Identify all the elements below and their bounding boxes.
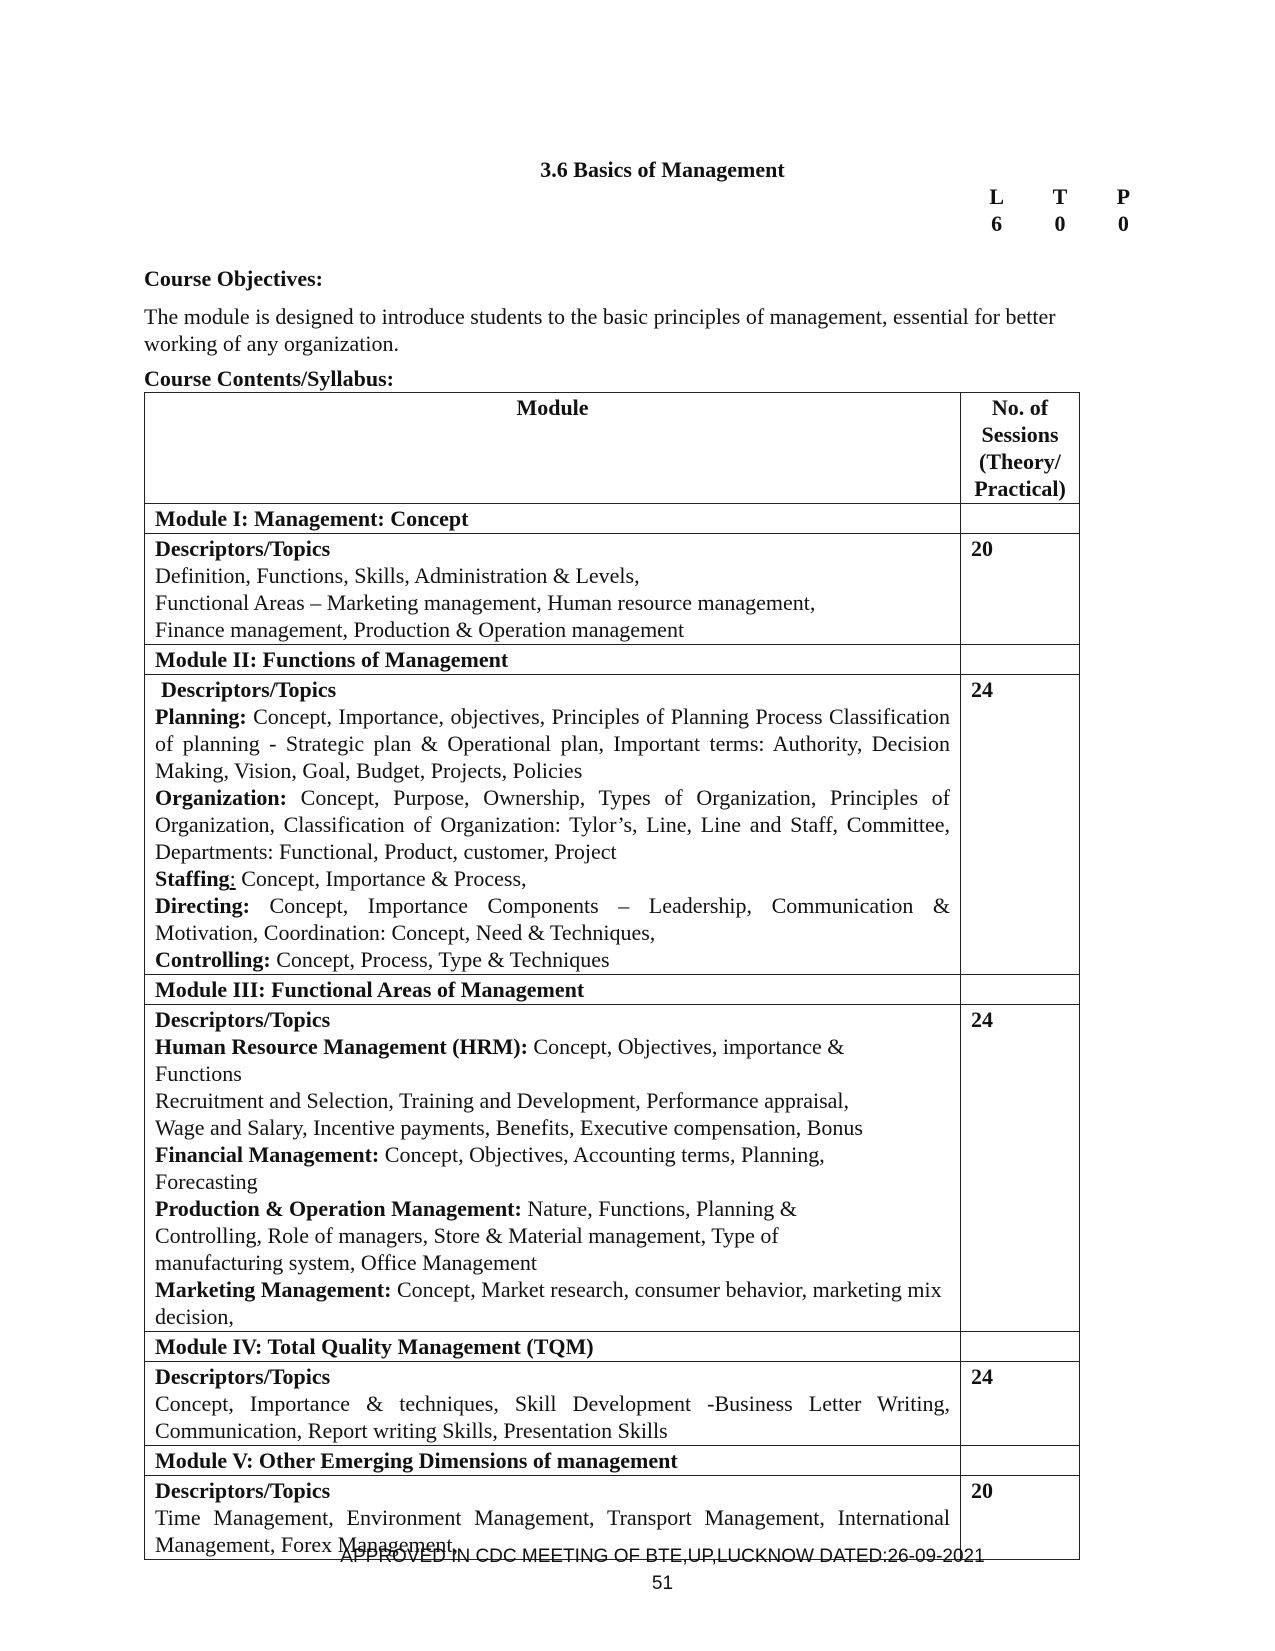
marketing-paragraph [155,1276,950,1330]
staffing-paragraph [155,865,950,892]
module-title-row [145,504,1080,534]
module-4-sessions: 24 [961,1362,1080,1446]
module-4-content [145,1362,961,1446]
marketing-label: Marketing Management: [155,1277,392,1302]
page-title: 3.6 Basics of Management [540,157,785,182]
objectives-heading: Course Objectives: [144,266,324,291]
page-footer [0,1543,1275,1597]
module-1-content [145,534,961,645]
sessions-column-header: No. of Sessions (Theory/ Practical) [961,393,1080,504]
financial-paragraph [155,1141,950,1195]
objectives-text: The module is designed to introduce students to the basic principles of management, essential for better working of any organization. [144,304,1056,356]
module-column-header: Module [145,393,961,504]
descriptors-label: Descriptors/Topics [155,1007,331,1032]
module-3-sessions: 24 [961,1005,1080,1332]
module-1-line: Definition, Functions, Skills, Administration & Levels, [155,563,640,588]
hrm-text: Concept, Objectives, importance & Functions [155,1034,845,1086]
descriptors-label: Descriptors/Topics [155,1364,331,1389]
staffing-colon: : [229,866,236,891]
module-3-title: Module III: Functional Areas of Management [145,975,961,1005]
descriptors-label: Descriptors/Topics [161,677,337,702]
ltp-box [965,183,1155,237]
financial-label: Financial Management: [155,1142,380,1167]
descriptors-label: Descriptors/Topics [155,1478,331,1503]
module-2-title: Module II: Functions of Management [145,645,961,675]
module-1-line: Finance management, Production & Operation management [155,617,685,642]
ltp-value-t: 0 [1054,211,1066,236]
staffing-label: Staffing [155,866,230,891]
module-title-row [145,1332,1080,1362]
module-4-text: Concept, Importance & techniques, Skill Development -Business Letter Writing, Communication, Report writing Skills, Presentation Skills [155,1391,950,1443]
controlling-text: Concept, Process, Type & Techniques [270,947,610,972]
module-content-row [145,675,1080,975]
hrm-line: Wage and Salary, Incentive payments, Benefits, Executive compensation, Bonus [155,1115,863,1140]
module-4-title: Module IV: Total Quality Management (TQM) [145,1332,961,1362]
ltp-header-p: P [1116,184,1131,209]
module-1-title: Module I: Management: Concept [145,504,961,534]
planning-label: Planning: [155,704,247,729]
module-title-row [145,645,1080,675]
production-text: Nature, Functions, Planning & Controlling, Role of managers, Store & Material management, Type of manufacturing system, Office Management [155,1196,797,1275]
ltp-value-p: 0 [1117,211,1129,236]
page-number: 51 [651,1573,674,1594]
module-5-title: Module V: Other Emerging Dimensions of management [145,1446,961,1476]
descriptors-label: Descriptors/Topics [155,536,331,561]
contents-heading: Course Contents/Syllabus: [144,366,394,391]
module-content-row [145,1005,1080,1332]
module-3-content [145,1005,961,1332]
module-1-sessions: 20 [961,534,1080,645]
staffing-text: Concept, Importance & Process, [235,866,527,891]
approval-note: APPROVED IN CDC MEETING OF BTE,UP,LUCKNOW DATED:26-09-2021 [340,1546,985,1567]
module-2-content [145,675,961,975]
organization-paragraph [155,784,950,865]
module-content-row [145,534,1080,645]
production-label: Production & Operation Management: [155,1196,522,1221]
module-title-row [145,1446,1080,1476]
directing-paragraph [155,892,950,946]
directing-label: Directing: [155,893,250,918]
financial-text: Concept, Objectives, Accounting terms, Planning, Forecasting [155,1142,825,1194]
marketing-text: Concept, Market research, consumer behavior, marketing mix decision, [155,1277,942,1329]
ltp-value-l: 6 [991,211,1003,236]
table-header-row [145,393,1080,504]
controlling-paragraph [155,946,950,973]
ltp-header-row [965,183,1155,210]
module-5-text: Time Management, Environment Management, Transport Management, International Management, Forex Management, [155,1505,950,1557]
hrm-label: Human Resource Management (HRM): [155,1034,528,1059]
module-1-line: Functional Areas – Marketing management, Human resource management, [155,590,816,615]
organization-label: Organization: [155,785,287,810]
hrm-line: Recruitment and Selection, Training and Development, Performance appraisal, [155,1088,850,1113]
directing-text: Concept, Importance Components – Leadership, Communication & Motivation, Coordination: Concept, Need & Techniques, [155,893,950,945]
module-title-row [145,975,1080,1005]
production-paragraph [155,1195,950,1276]
ltp-value-row [965,210,1155,237]
syllabus-table [144,392,1080,1560]
module-content-row [145,1362,1080,1446]
planning-paragraph [155,703,950,784]
module-5-sessions: 20 [961,1476,1080,1560]
ltp-header-t: T [1052,184,1068,209]
ltp-header-l: L [989,184,1004,209]
planning-text: Concept, Importance, objectives, Principles of Planning Process Classification of planning - Strategic plan & Operational plan, Important terms: Authority, Decision Making, Vision, Goal, Budget, Projects, Policies [155,704,950,783]
controlling-label: Controlling: [155,947,271,972]
module-2-sessions: 24 [961,675,1080,975]
organization-text: Concept, Purpose, Ownership, Types of Organization, Principles of Organization, Classification of Organization: Tylor’s, Line, Line and Staff, Committee, Departments: Functional, Product, customer, Project [155,785,950,864]
hrm-paragraph [155,1033,950,1087]
